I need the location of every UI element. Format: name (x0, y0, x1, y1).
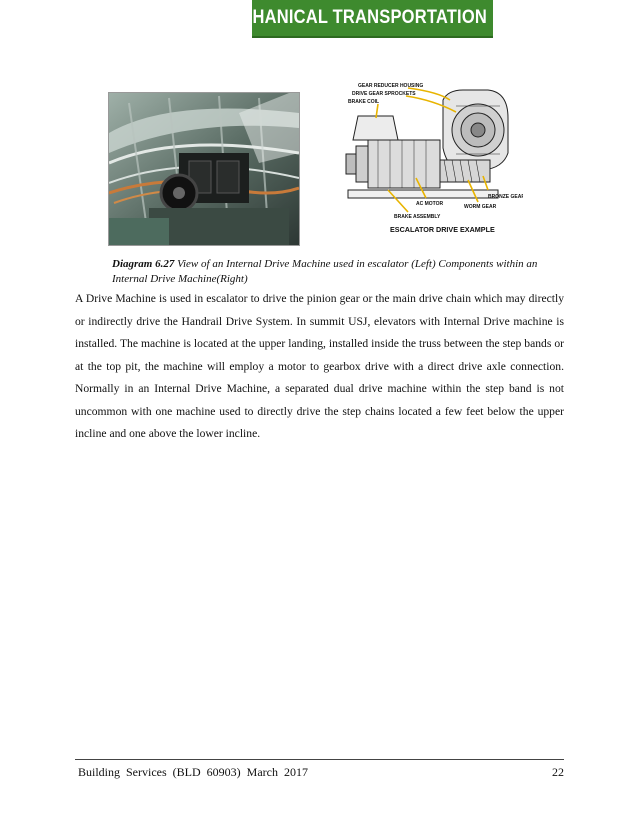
caption-text: View of an Internal Drive Machine used in escalator (Left) Components within an Internal Drive Machine(Right) (112, 258, 538, 285)
page-number: 22 (552, 765, 564, 779)
diagram-title: ESCALATOR DRIVE EXAMPLE (390, 225, 495, 234)
header-banner (215, 0, 493, 38)
label-gear-reducer-housing: GEAR REDUCER HOUSING (358, 83, 424, 89)
drive-machine-photo (108, 92, 300, 246)
body-paragraph: A Drive Machine is used in escalator to drive the pinion gear or the main drive chain which may directly or indirectly drive the Handrail Drive System. In summit USJ, elevators with Internal Drive machine is installed. The machine is located at the upper landing, installed inside the truss between the step bands or at the top pit, the machine will employ a motor to gearbox drive with a direct drive axle connection. Normally in an Internal Drive Machine, a separated dual drive machine within the step band is not uncommon with one machine used to directly drive the step chains located a few feet below the upper incline and one above the lower incline. (75, 292, 564, 440)
label-bronze-gear: BRONZE GEAR (488, 194, 523, 200)
footer-course: Building Services (BLD 60903) March 2017 (78, 765, 308, 779)
footer-divider (75, 759, 564, 760)
label-brake-assembly: BRAKE ASSEMBLY (394, 214, 441, 220)
figure-caption (112, 257, 572, 287)
escalator-drive-diagram (338, 78, 523, 242)
label-ac-motor: AC MOTOR (416, 201, 444, 207)
header-title: MECHANICAL TRANSPORTATION (215, 7, 487, 28)
label-worm-gear: WORM GEAR (464, 204, 497, 210)
caption-number: Diagram 6.27 (112, 258, 175, 270)
label-drive-gear-sprockets: DRIVE GEAR SPROCKETS (352, 91, 416, 97)
label-brake-coil: BRAKE COIL (348, 99, 380, 105)
